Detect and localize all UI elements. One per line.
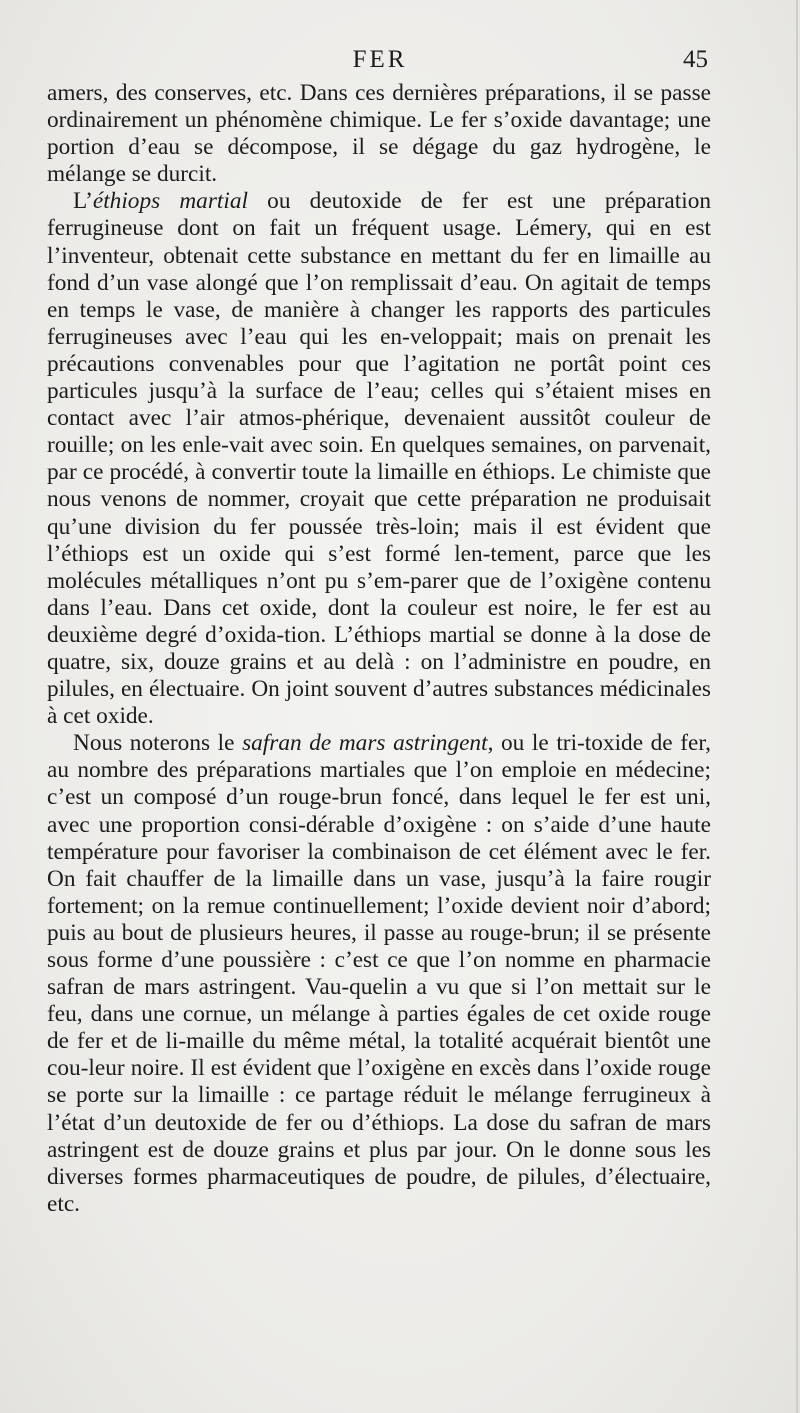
page-number: 45: [683, 46, 708, 73]
page-header: [0, 46, 800, 82]
paragraph-1-text: amers, des conserves, etc. Dans ces dernières préparations, il se passe ordinairement un phénomène chimique. Le fer s’oxide davantage; une portion d’eau se décompose, il se dégage du gaz hydrogène, le mélange se durcit.: [47, 80, 711, 188]
running-title: FER: [352, 46, 408, 73]
page-edge-mark: [796, 0, 798, 1413]
paragraph-2: [47, 188, 711, 730]
paragraph-2-term-ethiops-martial: éthiops martial: [92, 188, 248, 215]
paragraph-2-text-a: L’: [73, 188, 93, 215]
paragraph-1: [47, 80, 711, 188]
paragraph-2-text-b: ou deutoxide de fer est une préparation ferrugineuse dont on fait un fréquent usage. Lémery, qui en est l’inventeur, obtenait cette substance en mettant du fer en limaille au fond d’un vase alongé que l’on remplissait d’eau. On agitait de temps en temps le vase, de manière à changer les rapports des particules ferrugineuses avec l’eau qui les en-veloppait; mais on prenait les précautions convenables pour que l’agitation ne portât point ces particules jusqu’à la surface de l’eau; celles qui s’étaient mises en contact avec l’air atmos-phérique, devenaient aussitôt couleur de rouille; on les enle-vait avec soin. En quelques semaines, on parvenait, par ce procédé, à convertir toute la limaille en éthiops. Le chimiste que nous venons de nommer, croyait que cette préparation ne produisait qu’une division du fer poussée très-loin; mais il est évident que l’éthiops est un oxide qui s’est formé len-tement, parce que les molécules métalliques n’ont pu s’em-parer que de l’oxigène contenu dans l’eau. Dans cet oxide, dont la couleur est noire, le fer est au deuxième degré d’oxida-tion. L’éthiops martial se donne à la dose de quatre, six, douze grains et au delà : on l’administre en poudre, en pilules, en électuaire. On joint souvent d’autres substances médicinales à cet oxide.: [47, 188, 711, 730]
paragraph-3-term-safran-de-mars: safran de mars astringent: [242, 730, 488, 757]
paragraph-3: [47, 730, 711, 1218]
body-text: [47, 80, 711, 1218]
paragraph-3-text-a: Nous noterons le: [73, 730, 243, 757]
paragraph-3-text-b: , ou le tri-toxide de fer, au nombre des préparations martiales que l’on emploie en médecine; c’est un composé d’un rouge-brun foncé, dans lequel le fer est uni, avec une proportion consi-dérable d’oxigène : on s’aide d’une haute température pour favoriser la combinaison de cet élément avec le fer. On fait chauffer de la limaille dans un vase, jusqu’à la faire rougir fortement; on la remue continuellement; l’oxide devient noir d’abord; puis au bout de plusieurs heures, il passe au rouge-brun; il se présente sous forme d’une poussière : c’est ce que l’on nomme en pharmacie safran de mars astringent. Vau-quelin a vu que si l’on mettait sur le feu, dans une cornue, un mélange à parties égales de cet oxide rouge de fer et de li-maille du même métal, la totalité acquérait bientôt une cou-leur noire. Il est évident que l’oxigène en excès dans l’oxide rouge se porte sur la limaille : ce partage réduit le mélange ferrugineux à l’état d’un deutoxide de fer ou d’éthiops. La dose du safran de mars astringent est de douze grains et plus par jour. On le donne sous les diverses formes pharmaceutiques de poudre, de pilules, d’électuaire, etc.: [47, 730, 711, 1217]
